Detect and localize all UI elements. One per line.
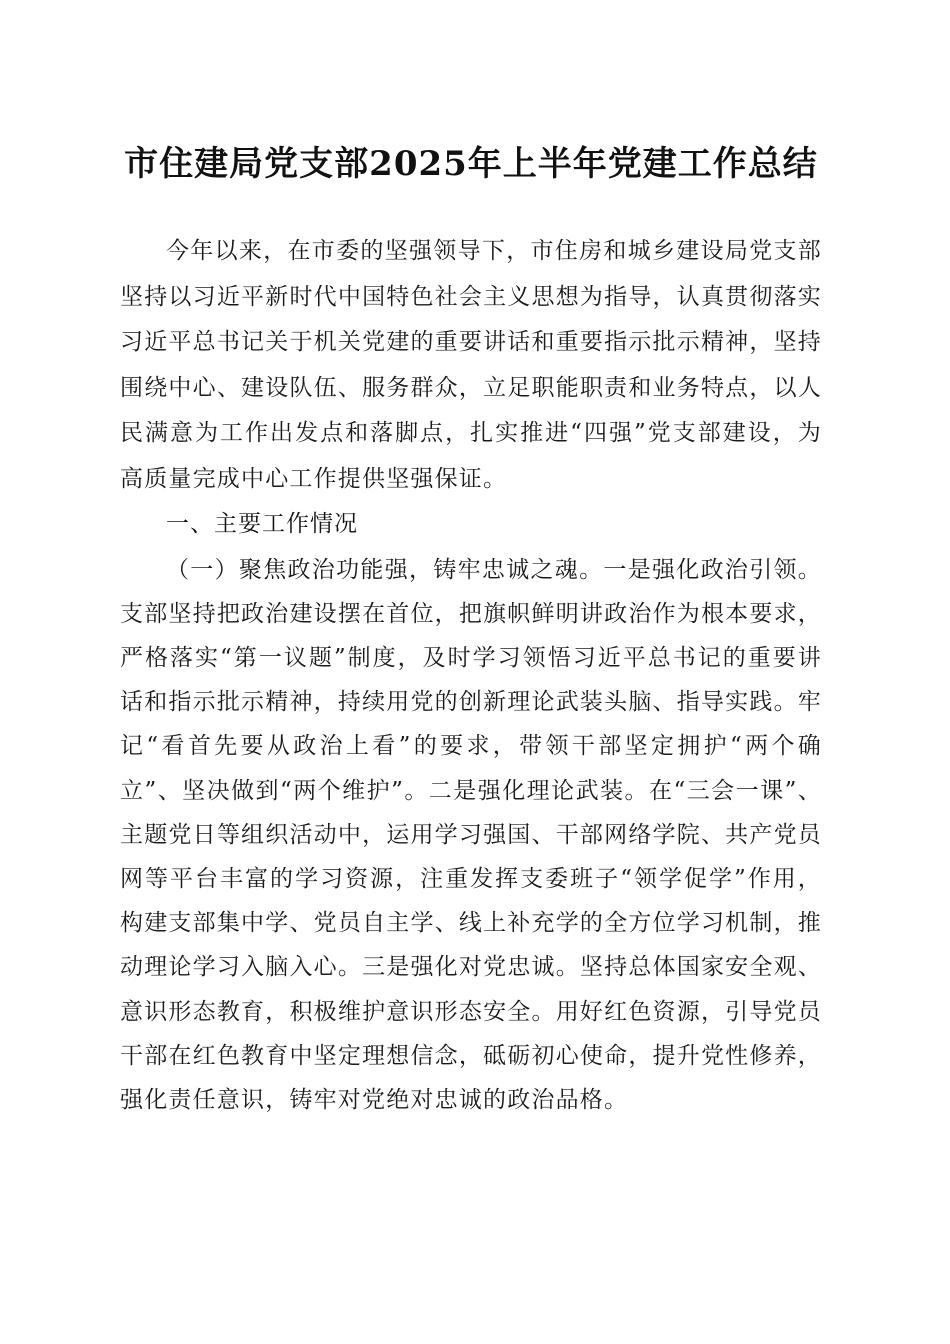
document-title: 市住建局党支部2025年上半年党建工作总结 [124, 144, 818, 184]
section-heading: 一、主要工作情况 [166, 511, 358, 537]
document-body [120, 229, 822, 1122]
intro-paragraph: 今年以来，在市委的坚强领导下，市住房和城乡建设局党支部坚持以习近平新时代中国特色社会主义思想为指导，认真贯彻落实习近平总书记关于机关党建的重要讲话和重要指示批示精神，坚持围绕中心、建设队伍、服务群众，立足职能职责和业务特点，以人民满意为工作出发点和落脚点，扎实推进“四强”党支部建设，为高质量完成中心工作提供坚强保证。 [120, 238, 822, 492]
section-paragraph: （一）聚焦政治功能强，铸牢忠诚之魂。一是强化政治引领。支部坚持把政治建设摆在首位，把旗帜鲜明讲政治作为根本要求，严格落实“第一议题”制度，及时学习领悟习近平总书记的重要讲话和指示批示精神，持续用党的创新理论武装头脑、指导实践。牢记“看首先要从政治上看”的要求，带领干部坚定拥护“两个确立”、坚决做到“两个维护”。二是强化理论武装。在“三会一课”、主题党日等组织活动中，运用学习强国、干部网络学院、共产党员网等平台丰富的学习资源，注重发挥支委班子“领学促学”作用，构建支部集中学、党员自主学、线上补充学的全方位学习机制，推动理论学习入脑入心。三是强化对党忠诚。坚持总体国家安全观、意识形态教育，积极维护意识形态安全。用好红色资源，引导党员干部在红色教育中坚定理想信念，砥砺初心使命，提升党性修养，强化责任意识，铸牢对党绝对忠诚的政治品格。 [120, 556, 822, 1113]
